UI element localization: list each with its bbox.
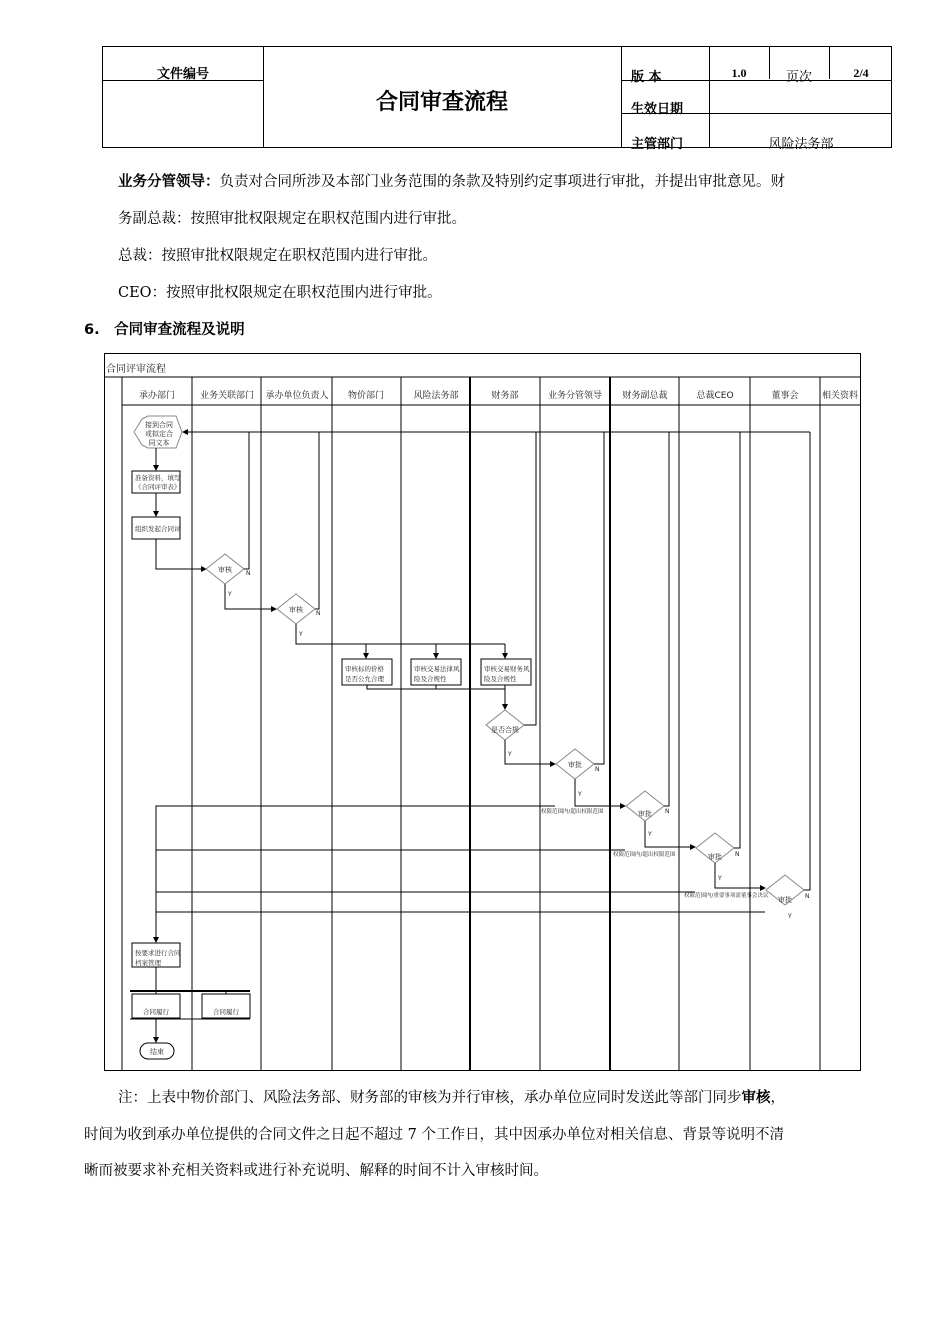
paragraph-president: 总裁：按照审批权限规定在职权范围内进行审批。 — [118, 248, 437, 264]
svg-text:审核: 审核 — [289, 606, 303, 614]
svg-text:合同履行: 合同履行 — [143, 1008, 169, 1016]
svg-text:审核交易法律风: 审核交易法律风 — [414, 665, 460, 673]
lane-header-ceo: 总裁CEO — [696, 391, 734, 401]
start-node-label: 接到合同 — [145, 421, 173, 429]
version-label: 版 本 — [631, 70, 662, 85]
svg-text:Y: Y — [788, 913, 792, 920]
svg-text:同文本: 同文本 — [148, 439, 170, 447]
svg-text:Y: Y — [718, 875, 722, 882]
price-review-node — [342, 659, 392, 685]
svg-text:档案管理: 档案管理 — [135, 959, 161, 967]
review1-decision — [206, 554, 244, 584]
version-value: 1.0 — [731, 66, 747, 80]
svg-text:权限范围内/重要事项需董事会决议: 权限范围内/重要事项需董事会决议 — [684, 893, 769, 899]
svg-text:组织发起合同评: 组织发起合同评 — [135, 525, 181, 533]
flowchart-canvas — [104, 353, 861, 1071]
review2-decision — [277, 594, 315, 624]
lane-header-board: 董事会 — [771, 391, 799, 401]
note-line-2: 时间为收到承办单位提供的合同文件之日起不超过 7 个工作日，其中因承办单位对相关信息、背景等说明不清 — [84, 1127, 784, 1143]
end-node — [140, 1043, 174, 1059]
paragraph-business-leader — [118, 172, 785, 192]
page-label: 页次 — [785, 70, 812, 85]
paragraph-ceo: CEO：按照审批权限规定在职权范围内进行审批。 — [118, 285, 442, 301]
svg-text:N: N — [316, 610, 321, 617]
svg-text:N: N — [595, 766, 600, 773]
effective-date-label: 生效日期 — [631, 102, 684, 117]
svg-text:Y: Y — [508, 751, 512, 758]
svg-text:Y: Y — [648, 831, 652, 838]
finance-review-node — [481, 659, 531, 685]
lane-header-legal: 风险法务部 — [413, 391, 459, 401]
note-line-3: 晰而被要求补充相关资料或进行补充说明、解释的时间不计入审核时间。 — [84, 1163, 548, 1179]
svg-text:N: N — [735, 851, 740, 858]
svg-text:Y: Y — [578, 791, 582, 798]
svg-text:N: N — [246, 570, 251, 577]
lane-header-finance: 财务部 — [491, 391, 519, 401]
svg-text:审批: 审批 — [568, 761, 582, 769]
approve1-decision — [556, 749, 594, 779]
perform-node-2 — [202, 994, 250, 1018]
svg-text:审批: 审批 — [638, 810, 652, 818]
lane-header-business-leader: 业务分管领导 — [547, 391, 603, 401]
document-title: 合同审查流程 — [375, 90, 508, 115]
approve2-decision — [626, 791, 664, 821]
svg-text:Y: Y — [228, 591, 232, 598]
svg-text:审批: 审批 — [778, 896, 792, 904]
svg-text:审核交易财务风: 审核交易财务风 — [484, 665, 530, 673]
svg-text:险及合规性: 险及合规性 — [414, 675, 447, 683]
lane-header-finance-vp: 财务副总裁 — [622, 391, 668, 401]
svg-text:《合同评审表》: 《合同评审表》 — [135, 483, 181, 491]
svg-text:权限范围内/超出权限范围: 权限范围内/超出权限范围 — [541, 809, 604, 815]
svg-text:审核标的价格: 审核标的价格 — [345, 665, 384, 673]
perform-node-1 — [132, 994, 180, 1018]
note-line-1: 注：上表中物价部门、风险法务部、财务部的审核为并行审核，承办单位应同时发送此等部门同步审核， — [118, 1090, 785, 1106]
svg-text:审核: 审核 — [218, 566, 232, 574]
contract-review-flowchart — [104, 353, 861, 1071]
section-heading: 6. 合同审查流程及说明 — [84, 322, 245, 338]
svg-text:是否合规: 是否合规 — [491, 726, 519, 734]
document-header-table — [102, 46, 892, 152]
approve4-decision — [766, 875, 804, 905]
lane-header-unit-head: 承办单位负责人 — [265, 391, 329, 401]
lane-header-handling: 承办部门 — [138, 391, 176, 401]
flowchart-border — [105, 354, 861, 1071]
approve3-decision — [696, 833, 734, 863]
organize-node — [132, 517, 181, 539]
svg-text:是否公允合理: 是否公允合理 — [345, 675, 384, 683]
page-value: 2/4 — [853, 66, 869, 80]
svg-text:审批: 审批 — [708, 853, 722, 861]
svg-text:险及合规性: 险及合规性 — [484, 675, 517, 683]
business-leader-text: 负责对合同所涉及本部门业务范围的条款及特别约定事项进行审批，并提出审批意见。财 — [219, 174, 785, 190]
svg-text:Y: Y — [299, 631, 303, 638]
svg-text:准备资料，填写: 准备资料，填写 — [135, 474, 181, 482]
doc-number-label: 文件编号 — [156, 67, 209, 82]
svg-text:合同履行: 合同履行 — [213, 1008, 239, 1016]
svg-text:或拟定合: 或拟定合 — [145, 430, 173, 438]
managing-dept-label: 主管部门 — [631, 137, 684, 152]
svg-text:按要求进行合同: 按要求进行合同 — [135, 949, 181, 957]
managing-dept-value: 风险法务部 — [768, 137, 834, 152]
lane-header-materials: 相关资料 — [821, 391, 859, 401]
svg-text:N: N — [665, 808, 670, 815]
paragraph-finance-vp: 务副总裁：按照审批权限规定在职权范围内进行审批。 — [118, 211, 466, 227]
lane-header-related: 业务关联部门 — [199, 391, 255, 401]
archive-node — [132, 943, 181, 967]
svg-text:结束: 结束 — [150, 1048, 164, 1056]
compliance-decision — [486, 710, 524, 740]
lane-header-price: 物价部门 — [347, 391, 385, 401]
start-node — [134, 416, 182, 448]
svg-text:N: N — [805, 893, 810, 900]
legal-review-node — [411, 659, 461, 685]
flowchart-title: 合同评审流程 — [106, 364, 166, 375]
prepare-node — [132, 471, 181, 493]
svg-text:权限范围内/超出权限范围: 权限范围内/超出权限范围 — [613, 852, 676, 858]
business-leader-term: 业务分管领导： — [118, 174, 220, 190]
